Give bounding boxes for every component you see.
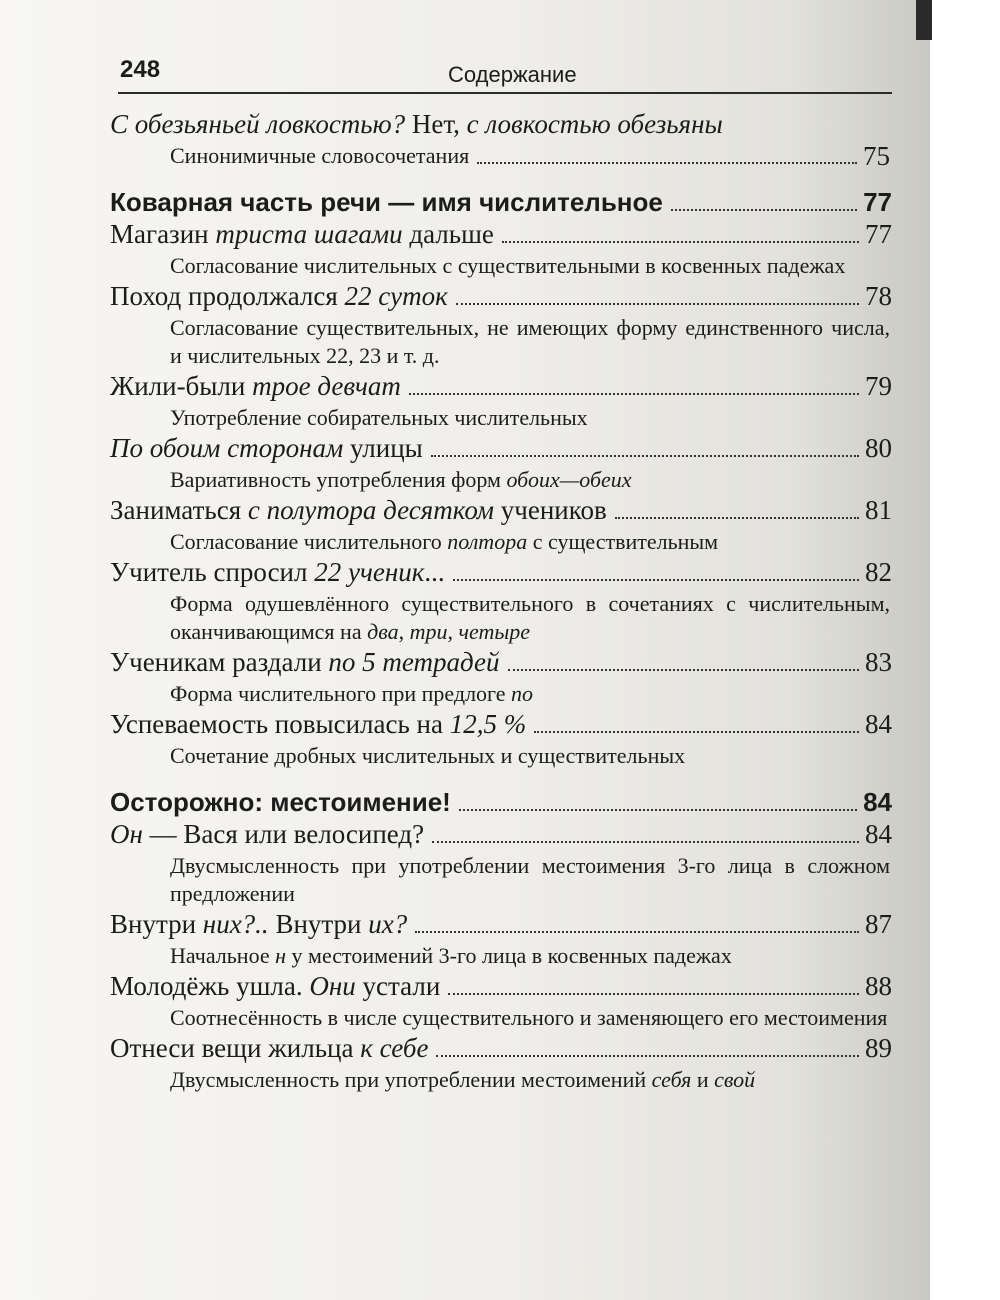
toc-page-number: 84 <box>863 787 892 817</box>
toc-entry-subtitle: Форма числительного при предлоге по <box>170 681 534 706</box>
running-title: Содержание <box>448 62 577 87</box>
toc-entry-subtitle: Сочетание дробных числительных и существительных <box>170 743 686 768</box>
toc-entry: Поход продолжался 22 суток 78 Согласование существительных, не имеющих форму единственного числа, и числительных 22, 23 и т. д. <box>110 281 892 368</box>
toc-page-number: 75 <box>863 141 890 171</box>
toc-entry-subtitle: Двусмысленность при употреблении местоимений себя и свой <box>170 1067 756 1092</box>
toc-entry: Внутри них?.. Внутри их? 87 Начальное н у местоимений 3-го лица в косвенных падежах <box>110 909 892 968</box>
toc-page-number: 84 <box>865 709 892 739</box>
toc-entry: Он — Вася или велосипед? 84 Двусмысленность при употреблении местоимения 3-го лица в сложном предложении <box>110 819 892 906</box>
page-number: 248 <box>120 56 161 83</box>
toc-entry-subtitle: Согласование числительных с существительными в косвенных падежах <box>170 253 846 278</box>
toc-entry: Жили-были трое девчат 79 Употребление собирательных числительных <box>110 371 892 430</box>
page-header <box>118 52 892 94</box>
book-cover-edge <box>916 0 932 40</box>
toc-entry-subtitle: Вариативность употребления форм обоих—обеих <box>170 467 632 492</box>
toc-entry: Заниматься с полутора десятком учеников 81 Согласование числительного полтора с существительным <box>110 495 892 554</box>
toc-page-number: 81 <box>865 495 892 525</box>
leader-dots <box>459 809 857 811</box>
toc-entry: Молодёжь ушла. Они устали 88 Соотнесённость в числе существительного и заменяющего его местоимения <box>110 971 892 1030</box>
toc-page-number: 80 <box>865 433 892 463</box>
table-of-contents <box>110 108 892 1094</box>
toc-entry-subtitle: Форма одушевлённого существительного в сочетаниях с числительным, оканчивающимся на два, три, четыре <box>170 591 890 644</box>
toc-page-number: 83 <box>865 647 892 677</box>
page-edge-background <box>930 0 1000 1300</box>
toc-entry: Магазин триста шагами дальше 77 Согласование числительных с существительными в косвенных падежах <box>110 219 892 278</box>
leader-dots <box>615 517 859 519</box>
toc-entry-subtitle: Двусмысленность при употреблении местоимения 3-го лица в сложном предложении <box>170 853 890 906</box>
toc-entry-subtitle: Согласование числительного полтора с существительным <box>170 529 719 554</box>
leader-dots <box>477 162 857 164</box>
leader-dots <box>432 841 859 843</box>
toc-entry: Ученикам раздали по 5 тетрадей 83 Форма числительного при предлоге по <box>110 647 892 706</box>
toc-entry-subtitle: Употребление собирательных числительных <box>170 405 588 430</box>
toc-page-number: 87 <box>865 909 892 939</box>
toc-page-number: 77 <box>863 187 892 217</box>
leader-dots <box>436 1055 859 1057</box>
toc-entry: По обоим сторонам улицы 80 Вариативность употребления форм обоих—обеих <box>110 433 892 492</box>
toc-page-number: 78 <box>865 281 892 311</box>
toc-section-heading: Коварная часть речи — имя числительное 77 <box>110 187 892 217</box>
toc-entry-subtitle: Согласование существительных, не имеющих форму единственного числа, и числительных 22, 23 и т. д. <box>170 315 890 368</box>
toc-entry-subtitle: Начальное н у местоимений 3-го лица в косвенных падежах <box>170 943 732 968</box>
leader-dots <box>508 669 859 671</box>
toc-section-heading: Осторожно: местоимение! 84 <box>110 787 892 817</box>
leader-dots <box>415 931 859 933</box>
toc-entry-title: С обезьяньей ловкостью? Нет, с ловкостью обезьяны <box>110 109 723 139</box>
leader-dots <box>534 731 859 733</box>
leader-dots <box>453 579 859 581</box>
toc-entry-subtitle: Соотнесённость в числе существительного и заменяющего его местоимения <box>170 1005 888 1030</box>
leader-dots <box>456 303 859 305</box>
leader-dots <box>502 241 859 243</box>
toc-page-number: 88 <box>865 971 892 1001</box>
toc-page-number: 89 <box>865 1033 892 1063</box>
leader-dots <box>448 993 859 995</box>
toc-entry: Успеваемость повысилась на 12,5 % 84 Сочетание дробных числительных и существительных <box>110 709 892 768</box>
toc-page-number: 84 <box>865 819 892 849</box>
leader-dots <box>431 455 859 457</box>
leader-dots <box>671 209 857 211</box>
toc-page-number: 82 <box>865 557 892 587</box>
leader-dots <box>409 393 859 395</box>
toc-page-number: 77 <box>865 219 892 249</box>
toc-entry: Отнеси вещи жильца к себе 89 Двусмысленность при употреблении местоимений себя и свой <box>110 1033 892 1092</box>
toc-entry-subtitle: Синонимичные словосочетания 75 <box>170 141 890 171</box>
toc-entry <box>110 108 892 170</box>
toc-entry: Учитель спросил 22 ученик... 82 Форма одушевлённого существительного в сочетаниях с числительным, оканчивающимся на два, три, четыре <box>110 557 892 644</box>
toc-page-number: 79 <box>865 371 892 401</box>
